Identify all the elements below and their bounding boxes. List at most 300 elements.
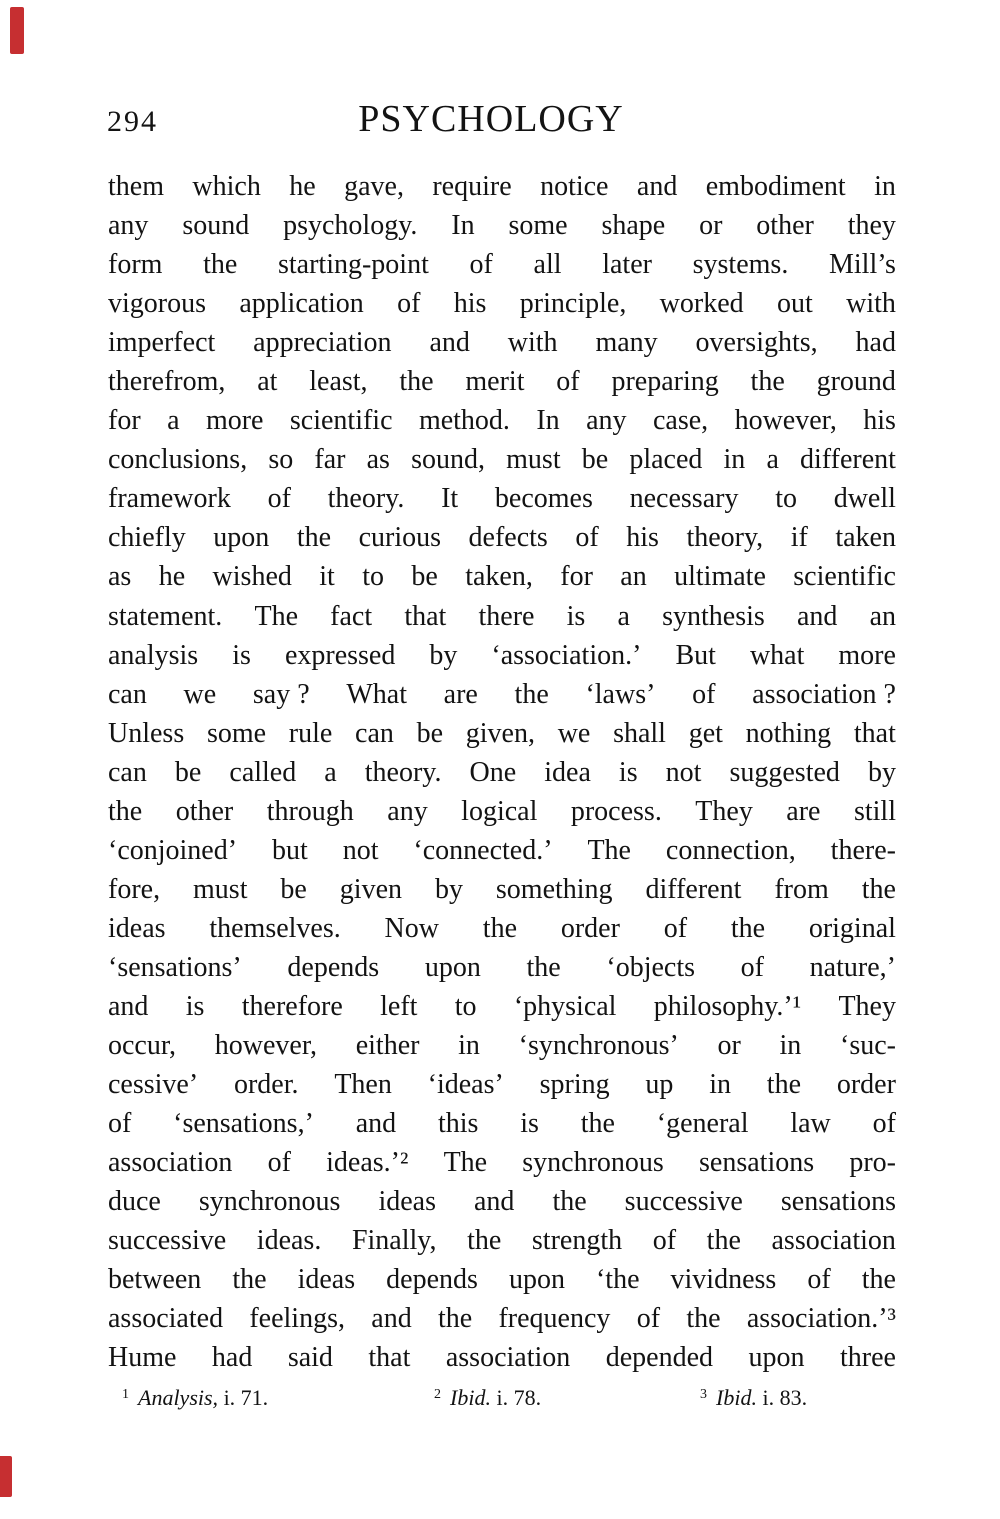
word: ‘synchronous’ [518, 1030, 679, 1062]
word: any [108, 210, 149, 242]
word: must [193, 873, 248, 905]
word: case, [652, 405, 709, 437]
word: the [203, 249, 238, 281]
word: as [366, 444, 390, 476]
word: in [723, 444, 746, 476]
word: embodiment [705, 171, 846, 202]
word: of [397, 288, 421, 320]
word: merit [465, 366, 525, 398]
word: sensations [699, 1147, 815, 1179]
word: the [766, 1069, 802, 1101]
word: of [575, 522, 599, 554]
word: his [863, 405, 896, 437]
word: occur, [108, 1030, 177, 1062]
word: ‘objects [606, 951, 696, 983]
red-edge-mark-bottom [0, 1456, 12, 1497]
word: and [429, 327, 470, 359]
word: ‘physical [513, 990, 617, 1022]
word: if [790, 522, 808, 554]
word: feelings, [249, 1303, 345, 1335]
word: frequency [498, 1303, 611, 1335]
word: is [618, 756, 638, 788]
footnote-reference: i. 83. [756, 1385, 808, 1410]
footnote-reference: i. 71. [218, 1385, 269, 1410]
word: an [869, 600, 896, 632]
footnotes-row [108, 1383, 898, 1417]
word: be [416, 717, 444, 749]
word: systems. [692, 249, 789, 281]
word: at [257, 366, 278, 398]
body-line [108, 323, 896, 362]
word: given [339, 873, 403, 905]
word: the [861, 873, 896, 905]
word: But [675, 639, 716, 671]
word: vigorous [108, 288, 206, 320]
body-line [108, 1221, 896, 1260]
body-line [108, 1299, 896, 1338]
word: the [232, 1264, 267, 1296]
word: as [108, 561, 132, 593]
word: by [429, 639, 458, 671]
word: of [556, 366, 580, 398]
word: up [645, 1069, 674, 1101]
body-line [108, 636, 896, 675]
word: all [533, 249, 562, 281]
word: of [636, 1303, 661, 1335]
word: between [108, 1264, 202, 1296]
word: the [108, 795, 143, 827]
word: nothing [745, 717, 832, 749]
body-line [108, 870, 896, 909]
word: order. [233, 1069, 299, 1101]
word: shape [601, 210, 666, 242]
word: association [445, 1342, 571, 1374]
footnote [700, 1383, 807, 1417]
word: for [560, 561, 593, 593]
word: different [645, 873, 742, 905]
word: still [853, 795, 896, 827]
word: suggested [729, 756, 840, 788]
word: nature,’ [809, 951, 896, 983]
word: is [232, 639, 251, 671]
body-line [108, 753, 896, 792]
word: and [473, 1186, 515, 1218]
word: they [847, 210, 896, 242]
word: that [853, 717, 896, 749]
word: fact [330, 600, 373, 632]
word: but [271, 834, 308, 866]
word: in [874, 171, 896, 202]
word: appreciation [253, 327, 392, 359]
word: the [580, 1108, 615, 1140]
word: of [663, 912, 688, 944]
word: fore, [108, 873, 161, 905]
body-line [108, 1143, 896, 1182]
body-line [108, 362, 896, 401]
word: wished [212, 561, 292, 593]
word: depends [386, 1264, 478, 1296]
word: ideas. [256, 1225, 322, 1257]
word: ‘sensations’ [108, 951, 242, 983]
word: curious [358, 522, 441, 554]
word: there [478, 600, 535, 632]
word: ‘connected.’ [413, 834, 553, 866]
word: conclusions, [108, 444, 248, 476]
word: we [183, 678, 217, 710]
word: of [469, 249, 493, 281]
footnote-source: Analysis, [138, 1385, 219, 1410]
word: ‘sensations,’ [173, 1108, 314, 1140]
word: of [652, 1225, 677, 1257]
word: he [289, 171, 316, 202]
word: not [342, 834, 379, 866]
word: notice [540, 171, 609, 202]
word: successive [624, 1186, 743, 1218]
word: other [756, 210, 814, 242]
word: upon [213, 522, 270, 554]
word: They [695, 795, 753, 827]
word: gave, [344, 171, 404, 202]
body-line [108, 948, 896, 987]
word: sound [182, 210, 250, 242]
word: process. [570, 795, 662, 827]
word: say ? [252, 678, 310, 710]
body-line [108, 714, 896, 753]
word: sensations [780, 1186, 896, 1218]
body-line [108, 675, 896, 714]
word: it [319, 561, 335, 593]
word: that [404, 600, 447, 632]
word: be [581, 444, 609, 476]
word: synchronous [198, 1186, 341, 1218]
word: his [626, 522, 659, 554]
footnote-marker: 2 [434, 1387, 441, 1402]
word: are [443, 678, 478, 710]
word: The [254, 600, 298, 632]
word: therefrom, [108, 366, 226, 398]
word: association [771, 1225, 896, 1257]
body-line [108, 1338, 896, 1377]
footnote-source: Ibid. [716, 1385, 757, 1410]
word: the [861, 1264, 896, 1296]
word: chiefly [108, 522, 186, 554]
word: his [453, 288, 487, 320]
word: either [355, 1030, 420, 1062]
word: ‘ideas’ [427, 1069, 504, 1101]
word: the [552, 1186, 587, 1218]
word: said [287, 1342, 333, 1374]
word: ideas [297, 1264, 356, 1296]
word: order [560, 912, 620, 944]
word: more [838, 639, 896, 671]
word: defects [468, 522, 548, 554]
word: synthesis [662, 600, 765, 632]
body-line [108, 909, 896, 948]
word: least, [309, 366, 368, 398]
footnote [434, 1383, 541, 1417]
footnote-marker: 1 [122, 1387, 129, 1402]
body-line [108, 792, 896, 831]
word: called [229, 756, 297, 788]
word: the [467, 1225, 502, 1257]
word: the [526, 951, 561, 983]
word: ideas [378, 1186, 436, 1218]
word: One [469, 756, 517, 788]
body-line [108, 479, 896, 518]
word: different [800, 444, 896, 476]
word: theory. [327, 483, 405, 515]
page-number: 294 [107, 105, 158, 138]
word: ‘association.’ [491, 639, 642, 671]
footnote-marker: 3 [700, 1387, 707, 1402]
word: becomes [494, 483, 593, 515]
word: are [786, 795, 821, 827]
word: of [692, 678, 716, 710]
word: ‘general [656, 1108, 749, 1140]
word: upon [508, 1264, 565, 1296]
word: must [506, 444, 561, 476]
footnote-reference: i. 78. [490, 1385, 542, 1410]
word: framework [108, 483, 231, 515]
word: the [437, 1303, 473, 1335]
footnote-source: Ibid. [450, 1385, 491, 1410]
word: be [411, 561, 438, 593]
word: They [838, 990, 896, 1022]
word: of [807, 1264, 831, 1296]
word: from [774, 873, 829, 905]
word: imperfect [108, 327, 216, 359]
word: be [174, 756, 202, 788]
word: however, [734, 405, 837, 437]
word: The [587, 834, 631, 866]
word: connection, [665, 834, 796, 866]
word: law [790, 1108, 831, 1140]
word: a [167, 405, 180, 437]
word: with [507, 327, 558, 359]
word: a [617, 600, 630, 632]
word: themselves. [209, 912, 341, 944]
word: application [239, 288, 364, 320]
word: get [688, 717, 723, 749]
body-line [108, 557, 896, 596]
word: of [108, 1108, 132, 1140]
word: worked [659, 288, 744, 320]
word: duce [108, 1186, 161, 1218]
word: psychology. [283, 210, 418, 242]
word: ‘suc- [840, 1030, 896, 1062]
word: The [443, 1147, 488, 1179]
word: Now [384, 912, 439, 944]
body-line [108, 401, 896, 440]
word: form [108, 249, 163, 281]
word: and [355, 1108, 397, 1140]
word: cessive’ [108, 1069, 199, 1101]
word: of [872, 1108, 896, 1140]
word: to [775, 483, 797, 515]
word: three [839, 1342, 896, 1374]
word: ‘conjoined’ [108, 834, 238, 866]
word: association [108, 1147, 233, 1179]
word: in [458, 1030, 480, 1062]
word: left [380, 990, 418, 1022]
word: not [665, 756, 702, 788]
word: necessary [629, 483, 739, 515]
word: synchronous [522, 1147, 664, 1179]
word: had [211, 1342, 253, 1374]
word: logical [461, 795, 538, 827]
word: by [434, 873, 463, 905]
word: expressed [284, 639, 396, 671]
word: dwell [833, 483, 896, 515]
word: an [620, 561, 647, 593]
word: this [437, 1108, 479, 1140]
body-line [108, 597, 896, 636]
word: of [267, 1147, 291, 1179]
word: of [267, 483, 291, 515]
word: ideas [108, 912, 166, 944]
word: Hume [108, 1342, 177, 1374]
word: shall [613, 717, 666, 749]
word: What [346, 678, 407, 710]
word: had [855, 327, 896, 359]
word: idea [544, 756, 591, 788]
body-line [108, 167, 896, 206]
word: taken [835, 522, 896, 554]
word: can [355, 717, 394, 749]
word: to [362, 561, 384, 593]
word: order [836, 1069, 896, 1101]
word: sound, [411, 444, 485, 476]
word: Then [334, 1069, 392, 1101]
word: strength [531, 1225, 623, 1257]
word: starting-point [278, 249, 429, 281]
word: vividness [670, 1264, 777, 1296]
word: that [368, 1342, 411, 1374]
word: or [717, 1030, 741, 1062]
word: the [706, 1225, 741, 1257]
body-line [108, 518, 896, 557]
word: and [108, 990, 149, 1022]
word: preparing [611, 366, 719, 398]
word: In [451, 210, 475, 242]
word: in [779, 1030, 802, 1062]
word: the [730, 912, 766, 944]
word: taken, [465, 561, 533, 593]
word: of [740, 951, 764, 983]
word: given, [465, 717, 535, 749]
word: and [796, 600, 838, 632]
word: depends [287, 951, 380, 983]
word: many [595, 327, 658, 359]
word: for [108, 405, 141, 437]
word: however, [214, 1030, 318, 1062]
word: association.’³ [746, 1303, 896, 1335]
body-text-block [108, 167, 896, 1377]
word: through [266, 795, 354, 827]
word: associated [108, 1303, 224, 1335]
word: what [749, 639, 805, 671]
word: Finally, [351, 1225, 437, 1257]
word: be [280, 873, 307, 905]
running-head-title: PSYCHOLOGY [358, 98, 624, 140]
word: some [206, 717, 267, 749]
word: upon [748, 1342, 805, 1374]
word: philosophy.’¹ [653, 990, 802, 1022]
word: far [314, 444, 346, 476]
word: association ? [752, 678, 896, 710]
word: with [846, 288, 896, 320]
word: original [808, 912, 896, 944]
word: require [432, 171, 512, 202]
word: ‘the [595, 1264, 640, 1296]
word: later [602, 249, 652, 281]
word: scientific [793, 561, 896, 593]
word: in [709, 1069, 731, 1101]
body-line [108, 1026, 896, 1065]
word: method. [418, 405, 510, 437]
word: the [514, 678, 549, 710]
body-line [108, 831, 896, 870]
word: ground [816, 366, 896, 398]
word: spring [539, 1069, 610, 1101]
word: so [268, 444, 294, 476]
body-line [108, 245, 896, 284]
body-line [108, 206, 896, 245]
word: therefore [241, 990, 343, 1022]
word: we [557, 717, 591, 749]
word: principle, [519, 288, 627, 320]
body-line [108, 1260, 896, 1299]
word: a [324, 756, 337, 788]
word: ideas.’² [326, 1147, 409, 1179]
word: Mill’s [829, 249, 896, 281]
word: upon [424, 951, 481, 983]
word: can [108, 756, 147, 788]
word: there- [830, 834, 896, 866]
word: ‘laws’ [585, 678, 656, 710]
body-line [108, 987, 896, 1026]
word: pro- [849, 1147, 896, 1179]
word: the [686, 1303, 721, 1335]
word: them [108, 171, 164, 202]
word: depended [605, 1342, 714, 1374]
body-line [108, 1182, 896, 1221]
body-line [108, 440, 896, 479]
word: successive [108, 1225, 227, 1257]
word: something [495, 873, 613, 905]
word: a [766, 444, 779, 476]
word: scientific [289, 405, 393, 437]
word: theory, [686, 522, 764, 554]
word: It [441, 483, 459, 515]
red-edge-mark-top [10, 7, 24, 54]
word: Unless [108, 717, 185, 749]
word: can [108, 678, 147, 710]
word: ultimate [674, 561, 766, 593]
word: In [536, 405, 560, 437]
word: the [296, 522, 332, 554]
word: any [387, 795, 428, 827]
word: he [158, 561, 186, 593]
word: and [371, 1303, 412, 1335]
word: analysis [108, 639, 199, 671]
word: which [192, 171, 261, 202]
word: is [566, 600, 586, 632]
word: any [586, 405, 627, 437]
body-line [108, 284, 896, 323]
footnote [122, 1383, 268, 1417]
word: to [454, 990, 477, 1022]
